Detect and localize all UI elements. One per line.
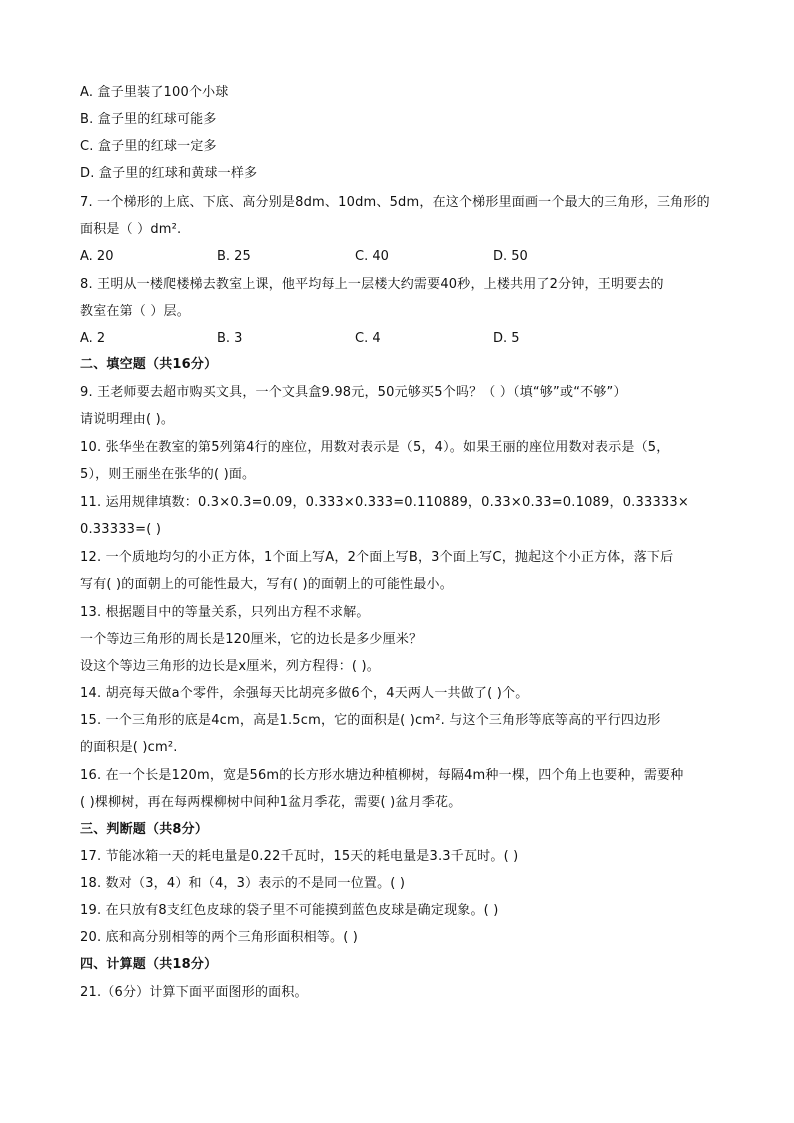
q7-option-a: A. 20 — [80, 249, 114, 264]
q18-text: 18. 数对（3，4）和（4，3）表示的不是同一位置。( ) — [80, 876, 406, 891]
q12-text-line1: 12. 一个质地均匀的小正方体，1个面上写A，2个面上写B，3个面上写C，抛起这个小正方体，落下后 — [80, 550, 674, 565]
q6-option-d: D. 盒子里的红球和黄球一样多 — [80, 166, 258, 181]
q8-option-d: D. 5 — [493, 331, 520, 346]
q7-option-c: C. 40 — [355, 249, 389, 264]
q8-option-c: C. 4 — [355, 331, 381, 346]
q12-text-line2: 写有( )的面朝上的可能性最大，写有( )的面朝上的可能性最小。 — [80, 577, 453, 592]
q14-text: 14. 胡亮每天做a个零件，余强每天比胡亮多做6个，4天两人一共做了( )个。 — [80, 686, 529, 701]
q8-option-a: A. 2 — [80, 331, 106, 346]
section-heading-calculation: 四、计算题（共18分） — [80, 957, 218, 972]
q6-option-c: C. 盒子里的红球一定多 — [80, 139, 217, 154]
section-heading-judgement: 三、判断题（共8分） — [80, 822, 209, 837]
q16-text-line2: ( )棵柳树，再在每两棵柳树中间种1盆月季花，需要( )盆月季花。 — [80, 795, 462, 810]
q13-text-line1: 13. 根据题目中的等量关系，只列出方程不求解。 — [80, 605, 370, 620]
section-heading-fill-blank: 二、填空题（共16分） — [80, 357, 218, 372]
q19-text: 19. 在只放有8支红色皮球的袋子里不可能摸到蓝色皮球是确定现象。( ) — [80, 903, 499, 918]
q21-text: 21.（6分）计算下面平面图形的面积。 — [80, 985, 308, 1000]
q16-text-line1: 16. 在一个长是120m，宽是56m的长方形水塘边种植柳树，每隔4m种一棵，四个角上也要种，需要种 — [80, 768, 684, 783]
q7-option-b: B. 25 — [217, 249, 251, 264]
q11-text-line1: 11. 运用规律填数：0.3×0.3=0.09，0.333×0.333=0.110889，0.33×0.33=0.1089，0.33333× — [80, 495, 689, 510]
q6-option-b: B. 盒子里的红球可能多 — [80, 112, 217, 127]
q7-text-line2: 面积是（ ）dm². — [80, 222, 182, 237]
q13-text-line3: 设这个等边三角形的边长是x厘米，列方程得：( )。 — [80, 659, 380, 674]
q9-text-line1: 9. 王老师要去超市购买文具，一个文具盒9.98元，50元够买5个吗？（ ）（填“够”或“不够”） — [80, 385, 627, 400]
q7-text-line1: 7. 一个梯形的上底、下底、高分别是8dm、10dm、5dm，在这个梯形里面画一个最大的三角形，三角形的 — [80, 195, 710, 210]
q20-text: 20. 底和高分别相等的两个三角形面积相等。( ) — [80, 930, 359, 945]
q10-text-line1: 10. 张华坐在教室的第5列第4行的座位，用数对表示是（5，4）。如果王丽的座位用数对表示是（5， — [80, 440, 670, 455]
q10-text-line2: 5），则王丽坐在张华的( )面。 — [80, 467, 256, 482]
q7-option-d: D. 50 — [493, 249, 528, 264]
q8-text-line1: 8. 王明从一楼爬楼梯去教室上课，他平均每上一层楼大约需要40秒，上楼共用了2分钟，王明要去的 — [80, 277, 664, 292]
q13-text-line2: 一个等边三角形的周长是120厘米，它的边长是多少厘米？ — [80, 632, 423, 647]
q17-text: 17. 节能冰箱一天的耗电量是0.22千瓦时，15天的耗电量是3.3千瓦时。( ) — [80, 849, 519, 864]
q8-text-line2: 教室在第（ ）层。 — [80, 304, 190, 319]
q8-option-b: B. 3 — [217, 331, 243, 346]
q15-text-line2: 的面积是( )cm². — [80, 740, 178, 755]
q11-text-line2: 0.33333=( ) — [80, 522, 162, 537]
q6-option-a: A. 盒子里装了100个小球 — [80, 85, 229, 100]
q15-text-line1: 15. 一个三角形的底是4cm，高是1.5cm，它的面积是( )cm². 与这个三角形等底等高的平行四边形 — [80, 713, 661, 728]
q9-text-line2: 请说明理由( )。 — [80, 412, 175, 427]
